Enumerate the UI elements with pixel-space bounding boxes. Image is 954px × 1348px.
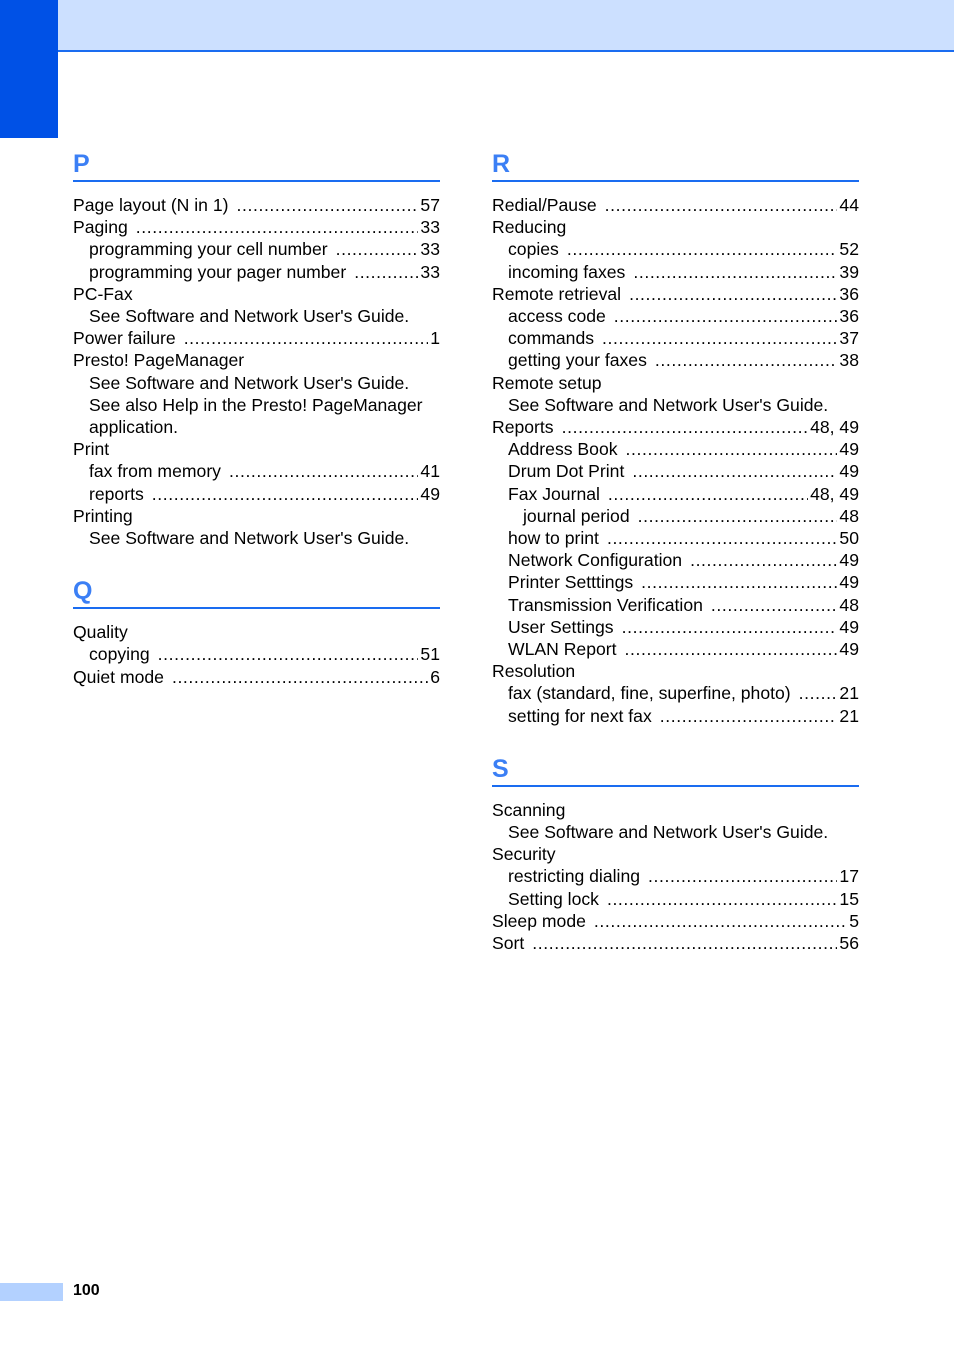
index-entry — [73, 621, 440, 643]
index-entry — [492, 682, 859, 704]
index-entry — [492, 438, 859, 460]
entry-term: Power failure — [73, 328, 176, 349]
index-entry — [73, 372, 440, 394]
entry-page: 49 — [839, 439, 859, 460]
entry-page: 44 — [839, 195, 859, 215]
index-section-r — [492, 144, 859, 727]
entry-term: Remote setup — [492, 372, 602, 393]
dot-leader — [625, 638, 838, 660]
dot-leader — [799, 682, 838, 704]
entry-page: 49 — [420, 483, 440, 504]
dot-leader — [633, 261, 837, 283]
entry-term: Presto! PageManager — [73, 350, 245, 371]
index-entry — [492, 416, 859, 438]
dot-leader — [632, 460, 837, 482]
dot-leader — [711, 594, 838, 616]
dot-leader — [172, 666, 428, 688]
entry-page: 52 — [839, 239, 859, 260]
index-entry — [73, 194, 440, 216]
page-number: 100 — [73, 1282, 100, 1299]
entry-term: Printing — [73, 505, 133, 526]
entry-term: See Software and Network User's Guide. — [89, 528, 410, 549]
index-column-right — [492, 144, 859, 976]
index-entry — [73, 216, 440, 238]
index-entry — [492, 799, 859, 821]
dot-leader — [614, 305, 838, 327]
index-entry — [73, 527, 440, 549]
index-entry — [492, 660, 859, 682]
dot-leader — [184, 327, 429, 349]
index-section-q — [73, 571, 440, 688]
index-entry — [492, 483, 859, 505]
entry-page: 48 — [839, 594, 859, 615]
entry-term: getting your faxes — [508, 350, 647, 371]
index-entry — [492, 216, 859, 238]
entry-page: 49 — [839, 550, 859, 571]
entry-term: Print — [73, 439, 110, 460]
dot-leader — [158, 643, 419, 665]
entry-page: 48, 49 — [810, 483, 859, 504]
entry-term: Fax Journal — [508, 483, 600, 504]
entry-term: incoming faxes — [508, 261, 626, 282]
entry-page: 15 — [839, 888, 859, 909]
section-heading — [73, 571, 440, 609]
dot-leader — [626, 438, 838, 460]
index-entry — [492, 372, 859, 394]
entry-page: 21 — [839, 683, 859, 704]
entry-page: 37 — [839, 328, 859, 349]
dot-leader — [336, 238, 419, 260]
dot-leader — [229, 460, 418, 482]
entry-term: See Software and Network User's Guide. — [89, 306, 410, 327]
index-section-s — [492, 749, 859, 954]
entry-page: 56 — [839, 933, 859, 954]
index-entry — [492, 571, 859, 593]
index-entry — [492, 865, 859, 887]
entry-term: access code — [508, 306, 606, 327]
entry-term: Remote retrieval — [492, 283, 622, 304]
entry-term: See Software and Network User's Guide. — [89, 372, 410, 393]
entry-term: setting for next fax — [508, 705, 652, 726]
entry-page: 51 — [420, 644, 440, 665]
entry-term: PC-Fax — [73, 283, 133, 304]
entry-term: User Settings — [508, 616, 614, 637]
entry-term: See also Help in the Presto! PageManager — [89, 394, 423, 415]
entry-term: Paging — [73, 217, 128, 238]
index-entry — [73, 460, 440, 482]
section-letter: P — [73, 150, 90, 178]
index-entry — [73, 283, 440, 305]
dot-leader — [605, 194, 838, 216]
index-entry — [492, 394, 859, 416]
dot-leader — [608, 483, 808, 505]
entry-term: Reducing — [492, 217, 567, 238]
index-entry — [492, 283, 859, 305]
section-heading — [492, 749, 859, 787]
index-column-left — [73, 144, 440, 710]
index-entry — [73, 483, 440, 505]
section-heading — [492, 144, 859, 182]
index-entry — [492, 616, 859, 638]
dot-leader — [660, 705, 838, 727]
entry-term: Page layout (N in 1) — [73, 195, 229, 215]
index-entry — [73, 327, 440, 349]
dot-leader — [567, 238, 838, 260]
dot-leader — [237, 194, 419, 216]
dot-leader — [594, 910, 847, 932]
entry-term: Quality — [73, 622, 128, 643]
index-entry — [73, 238, 440, 260]
entry-page: 17 — [839, 866, 859, 887]
index-entry — [492, 705, 859, 727]
index-entry — [492, 505, 859, 527]
index-entry — [492, 594, 859, 616]
index-entry — [492, 261, 859, 283]
entry-page: 57 — [420, 195, 440, 215]
index-entry — [73, 505, 440, 527]
index-entry — [73, 261, 440, 283]
entry-term: restricting dialing — [508, 866, 641, 887]
index-entry — [492, 194, 859, 216]
entry-page: 1 — [430, 328, 440, 349]
entry-term: programming your pager number — [89, 261, 347, 282]
index-entry — [492, 910, 859, 932]
entry-term: copies — [508, 239, 559, 260]
index-entry — [492, 238, 859, 260]
entry-term: commands — [508, 328, 595, 349]
dot-leader — [607, 888, 837, 910]
index-entry — [73, 305, 440, 327]
index-entry — [73, 394, 440, 416]
dot-leader — [641, 571, 837, 593]
dot-leader — [622, 616, 838, 638]
entry-page: 49 — [839, 616, 859, 637]
dot-leader — [602, 327, 837, 349]
index-entry — [492, 843, 859, 865]
index-entry — [492, 821, 859, 843]
index-entry — [492, 305, 859, 327]
entry-page: 33 — [420, 261, 440, 282]
index-entry — [73, 438, 440, 460]
chapter-tab — [0, 0, 58, 138]
entry-term: Printer Setttings — [508, 572, 634, 593]
entry-term: fax (standard, fine, superfine, photo) — [508, 683, 791, 704]
entry-term: application. — [89, 417, 179, 438]
entry-page: 21 — [839, 705, 859, 726]
footer-tab — [0, 1283, 63, 1301]
index-entry — [73, 643, 440, 665]
index-entry — [73, 666, 440, 688]
dot-leader — [655, 349, 838, 371]
entry-page: 36 — [839, 306, 859, 327]
entry-term: Resolution — [492, 661, 576, 682]
section-letter: R — [492, 150, 511, 178]
dot-leader — [354, 261, 418, 283]
entry-page: 41 — [420, 461, 440, 482]
dot-leader — [562, 416, 808, 438]
section-letter: Q — [73, 577, 93, 606]
dot-leader — [629, 283, 837, 305]
entry-term: See Software and Network User's Guide. — [508, 822, 829, 843]
index-entry — [492, 932, 859, 954]
index-entry — [492, 527, 859, 549]
dot-leader — [607, 527, 837, 549]
entry-page: 39 — [839, 261, 859, 282]
entry-term: Network Configuration — [508, 550, 683, 571]
entry-term: WLAN Report — [508, 639, 617, 660]
dot-leader — [638, 505, 838, 527]
entry-page: 50 — [839, 528, 859, 549]
entry-page: 48 — [839, 505, 859, 526]
entry-term: copying — [89, 644, 150, 665]
entry-term: reports — [89, 483, 144, 504]
entry-term: Redial/Pause — [492, 195, 597, 215]
entry-term: Drum Dot Print — [508, 461, 625, 482]
dot-leader — [532, 932, 837, 954]
index-entry — [492, 888, 859, 910]
entry-term: Setting lock — [508, 888, 599, 909]
entry-page: 6 — [430, 666, 440, 687]
entry-term: Sort — [492, 933, 525, 954]
entry-page: 38 — [839, 350, 859, 371]
entry-page: 49 — [839, 639, 859, 660]
dot-leader — [690, 549, 837, 571]
entry-page: 36 — [839, 283, 859, 304]
entry-page: 33 — [420, 239, 440, 260]
entry-term: Transmission Verification — [508, 594, 703, 615]
entry-term: journal period — [523, 505, 630, 526]
section-heading — [73, 144, 440, 182]
index-entry — [73, 416, 440, 438]
header-band — [0, 0, 954, 52]
entry-term: See Software and Network User's Guide. — [508, 394, 829, 415]
index-entry — [492, 638, 859, 660]
index-entry — [492, 460, 859, 482]
entry-page: 5 — [849, 910, 859, 931]
entry-term: Reports — [492, 417, 554, 438]
entry-page: 33 — [420, 217, 440, 238]
dot-leader — [152, 483, 419, 505]
index-section-p — [73, 144, 440, 549]
entry-term: Address Book — [508, 439, 618, 460]
dot-leader — [648, 865, 837, 887]
entry-term: Scanning — [492, 799, 566, 820]
entry-term: Sleep mode — [492, 910, 586, 931]
index-entry — [73, 349, 440, 371]
entry-term: Security — [492, 844, 556, 865]
dot-leader — [136, 216, 419, 238]
index-entry — [492, 349, 859, 371]
entry-term: Quiet mode — [73, 666, 164, 687]
index-entry — [492, 549, 859, 571]
entry-term: how to print — [508, 528, 599, 549]
entry-term: fax from memory — [89, 461, 221, 482]
index-entry — [492, 327, 859, 349]
entry-page: 49 — [839, 572, 859, 593]
section-letter: S — [492, 754, 509, 783]
entry-term: programming your cell number — [89, 239, 328, 260]
entry-page: 48, 49 — [810, 417, 859, 438]
entry-page: 49 — [839, 461, 859, 482]
